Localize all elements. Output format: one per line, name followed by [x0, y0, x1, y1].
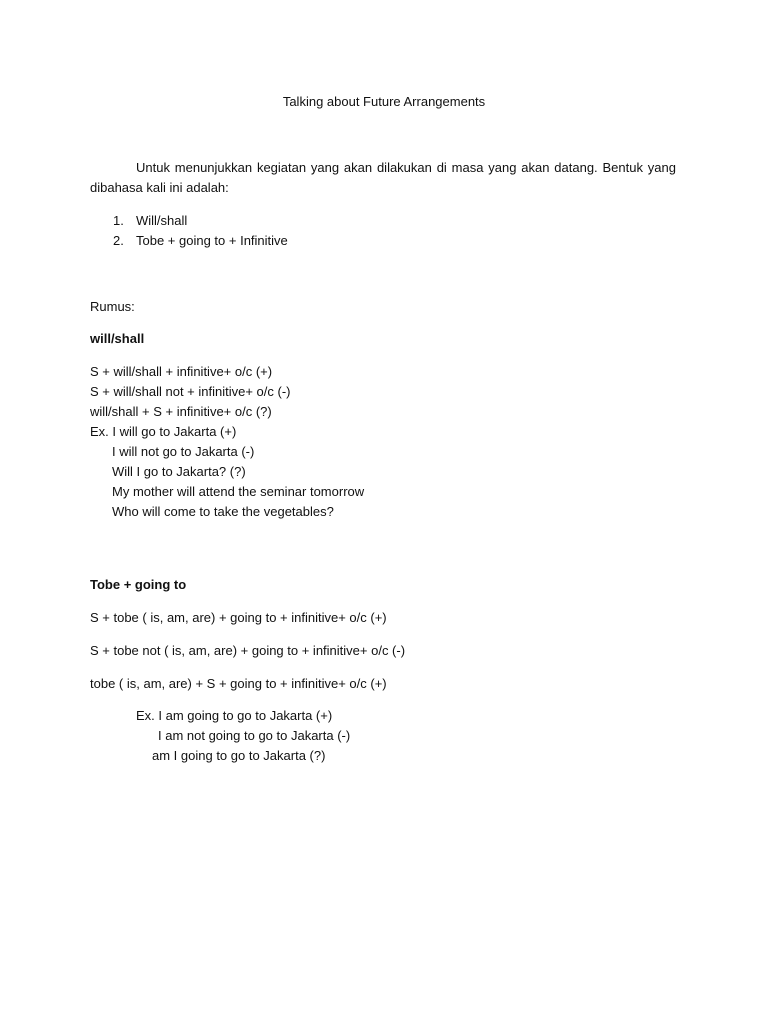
- tobe-example-line: Ex. I am going to go to Jakarta (+): [136, 708, 333, 723]
- will-example-line: My mother will attend the seminar tomorrow: [112, 484, 365, 499]
- will-example-line: Ex. I will go to Jakarta (+): [90, 424, 237, 439]
- list-item-text: Will/shall: [136, 213, 188, 228]
- will-formula-question: will/shall + S + infinitive+ o/c (?): [90, 404, 272, 419]
- intro-paragraph-line-1: Untuk menunjukkan kegiatan yang akan dilakukan di masa yang akan datang. Bentuk yang: [136, 160, 676, 175]
- list-item-text: Tobe + going to + Infinitive: [136, 233, 288, 248]
- tobe-example-line: I am not going to go to Jakarta (-): [158, 728, 351, 743]
- tobe-formula-question: tobe ( is, am, are) + S + going to + infinitive+ o/c (+): [90, 676, 387, 691]
- tobe-example-line: am I going to go to Jakarta (?): [152, 748, 326, 763]
- will-formula-positive: S + will/shall + infinitive+ o/c (+): [90, 364, 273, 379]
- list-number: 1.: [113, 213, 124, 228]
- will-example-line: I will not go to Jakarta (-): [112, 444, 255, 459]
- tobe-going-to-heading: Tobe + going to: [90, 577, 187, 592]
- will-example-line: Will I go to Jakarta? (?): [112, 464, 246, 479]
- will-formula-negative: S + will/shall not + infinitive+ o/c (-): [90, 384, 291, 399]
- rumus-label: Rumus:: [90, 299, 135, 314]
- page-title: Talking about Future Arrangements: [282, 94, 486, 109]
- list-number: 2.: [113, 233, 124, 248]
- will-shall-heading: will/shall: [90, 331, 145, 346]
- tobe-formula-positive: S + tobe ( is, am, are) + going to + infinitive+ o/c (+): [90, 610, 387, 625]
- intro-paragraph-line-2: dibahasa kali ini adalah:: [90, 180, 229, 195]
- will-example-line: Who will come to take the vegetables?: [112, 504, 334, 519]
- tobe-formula-negative: S + tobe not ( is, am, are) + going to + infinitive+ o/c (-): [90, 643, 406, 658]
